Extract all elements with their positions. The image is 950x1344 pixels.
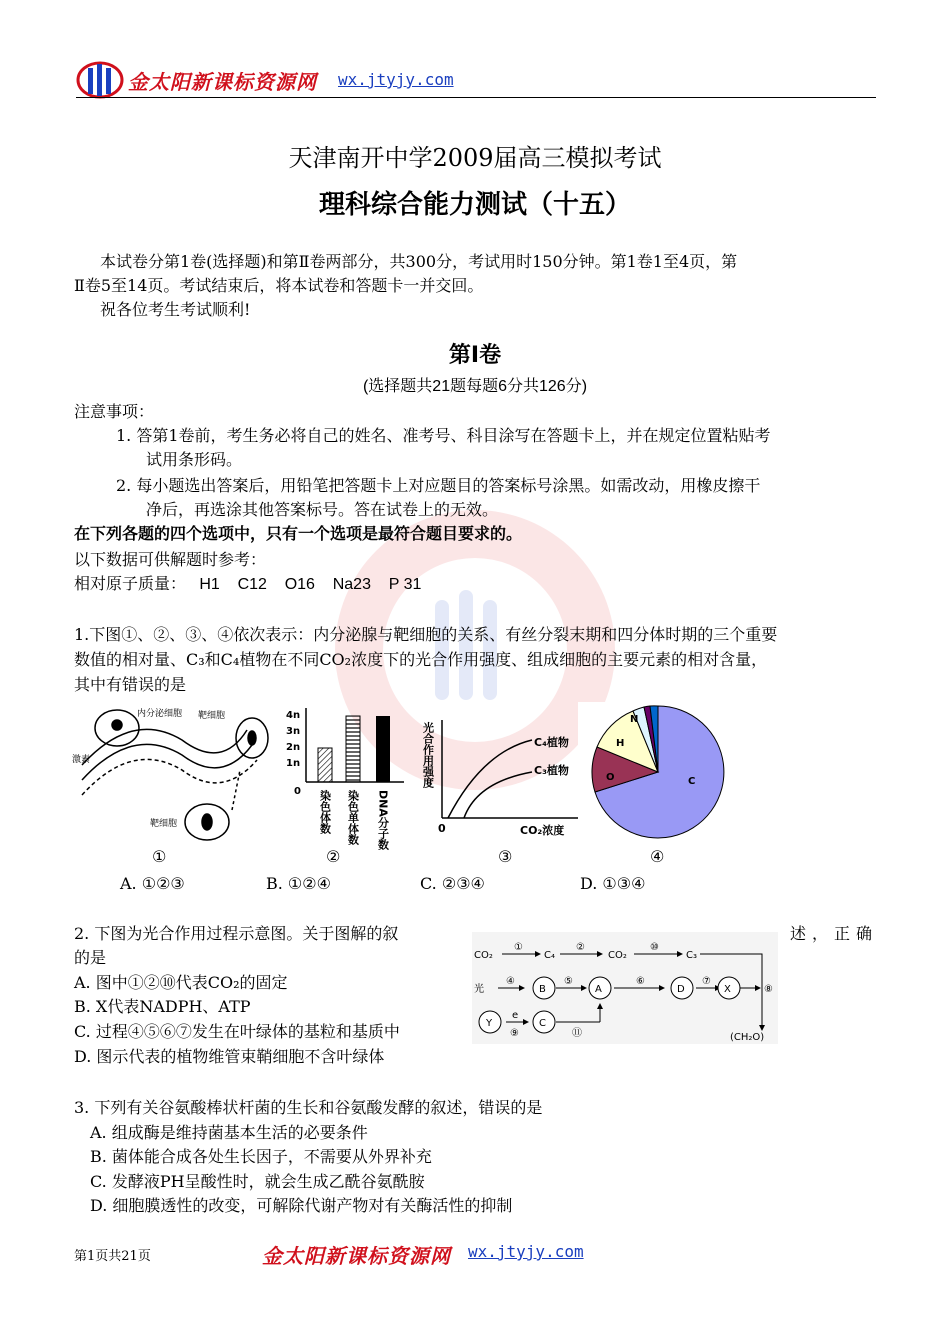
fig2-bar-dna xyxy=(376,716,390,782)
q3-option-a[interactable]: A. 组成酶是维持菌基本生活的必要条件 xyxy=(90,1123,368,1142)
q1-option-d[interactable]: D. ①③④ xyxy=(580,874,646,893)
fig3-ylabel: 光合作用强度 xyxy=(422,722,435,788)
q1-option-c[interactable]: C. ②③④ xyxy=(420,874,485,893)
instruction: 在下列各题的四个选项中，只有一个选项是最符合题目要求的。 xyxy=(74,524,523,543)
fig3-origin: 0 xyxy=(438,822,446,835)
header-rule xyxy=(76,97,876,98)
q3-option-c[interactable]: C. 发酵液PH呈酸性时，就会生成乙酰谷氨酰胺 xyxy=(90,1172,425,1191)
q2-diagram xyxy=(472,932,778,1044)
intro-line-2: Ⅱ卷5至14页。考试结束后，将本试卷和答题卡一并交回。 xyxy=(74,276,484,295)
q2-stem-2: 的是 xyxy=(74,948,107,967)
q1-option-b[interactable]: B. ①②④ xyxy=(266,874,331,893)
diag-c4: C₄ xyxy=(544,950,555,961)
fig1-gland-label: 内分泌细胞 xyxy=(137,709,183,719)
diag-n6: ⑥ xyxy=(636,976,645,987)
q1-stem-1: 1.下图①、②、③、④依次表示：内分泌腺与靶细胞的关系、有丝分裂末期和四分体时期的三个重要 xyxy=(74,625,778,644)
fig4-number: ④ xyxy=(650,847,665,866)
header-logo xyxy=(76,58,124,102)
exam-subtitle: 理科综合能力测试（十五） xyxy=(318,190,631,220)
fig4-label-h: H xyxy=(616,738,625,749)
diag-a: A xyxy=(595,984,602,995)
diag-n2: ② xyxy=(576,942,585,953)
fig1-number: ① xyxy=(152,847,167,866)
q1-stem-2: 数值的相对量、C₃和C₄植物在不同CO₂浓度下的光合作用强度、组成细胞的主要元素的相对含量， xyxy=(74,650,768,669)
fig1-hormone-label: 激素 xyxy=(72,755,91,765)
q1-stem-3: 其中有错误的是 xyxy=(74,675,187,694)
diag-n8: ⑧ xyxy=(764,984,773,995)
fig2-number: ② xyxy=(326,847,341,866)
diag-ch2o: (CH₂O) xyxy=(730,1032,765,1043)
diag-e: e xyxy=(512,1010,519,1021)
reference-note: 以下数据可供解题时参考： xyxy=(74,550,267,569)
diag-b: B xyxy=(539,984,546,995)
section-title: 第Ⅰ卷 xyxy=(448,343,502,368)
diag-c: C xyxy=(539,1018,546,1029)
diag-co2-a: CO₂ xyxy=(474,950,493,961)
exam-title: 天津南开中学2009届高三模拟考试 xyxy=(288,144,662,172)
notes-item-1-cont: 试用条形码。 xyxy=(146,450,243,469)
fig2-tick-2n: 2n xyxy=(286,742,301,753)
diag-c3: C₃ xyxy=(686,950,697,961)
diag-n4: ④ xyxy=(506,976,515,987)
q2-stem-1-end: 述，正确 xyxy=(790,924,879,943)
diag-n5: ⑤ xyxy=(564,976,573,987)
diag-n9: ⑨ xyxy=(510,1028,519,1039)
fig2-tick-1n: 1n xyxy=(286,758,301,769)
q3-option-b[interactable]: B. 菌体能合成各处生长因子，不需要从外界补充 xyxy=(90,1147,432,1166)
diag-co2-b: CO₂ xyxy=(608,950,627,961)
diag-d: D xyxy=(677,984,685,995)
q3-stem: 3. 下列有关谷氨酸棒状杆菌的生长和谷氨酸发酵的叙述，错误的是 xyxy=(74,1098,543,1117)
logo-icon xyxy=(76,58,124,102)
notes-item-2-cont: 净后，再选涂其他答案标号。答在试卷上的无效。 xyxy=(146,500,499,519)
fig1-target1-label: 靶细胞 xyxy=(198,711,226,721)
section-subtitle: (选择题共21题每题6分共126分) xyxy=(362,378,588,395)
diag-n7: ⑦ xyxy=(702,976,711,987)
fig4-label-o: O xyxy=(606,772,615,783)
fig2-cat-1: 染色体数 xyxy=(318,790,332,834)
fig2-cat-3: DNA分子数 xyxy=(376,790,390,850)
header-url[interactable]: wx.jtyjy.com xyxy=(338,70,454,89)
fig2-bar-chromosome xyxy=(318,748,332,782)
q1-figure-1 xyxy=(72,700,282,870)
fig2-tick-0: 0 xyxy=(294,786,301,797)
fig3-c3-label: C₃植物 xyxy=(534,764,569,777)
fig4-label-c: C xyxy=(688,776,696,787)
fig3-xlabel: CO₂浓度 xyxy=(520,824,565,837)
diag-y: Y xyxy=(486,1018,493,1029)
fig4-label-n: N xyxy=(630,714,639,725)
footer-url[interactable]: wx.jtyjy.com xyxy=(468,1242,584,1261)
q2-option-b[interactable]: B. X代表NADPH、ATP xyxy=(74,997,251,1016)
diag-n11: ⑪ xyxy=(572,1028,582,1039)
intro-line-1: 本试卷分第1卷(选择题)和第Ⅱ卷两部分，共300分，考试用时150分钟。第1卷1至4页，第 xyxy=(100,252,738,271)
diag-x: X xyxy=(724,984,731,995)
fig2-tick-4n: 4n xyxy=(286,710,301,721)
fig3-number: ③ xyxy=(498,847,513,866)
notes-item-2: 2. 每小题选出答案后，用铅笔把答题卡上对应题目的答案标号涂黑。如需改动，用橡皮擦干 xyxy=(116,476,761,495)
footer-brand: 金太阳新课标资源网 xyxy=(262,1244,451,1268)
q2-option-d[interactable]: D. 图示代表的植物维管束鞘细胞不含叶绿体 xyxy=(74,1047,385,1066)
notes-heading: 注意事项： xyxy=(74,404,155,421)
footer-page: 第1页共21页 xyxy=(74,1249,151,1264)
fig2-bar-chromatid xyxy=(346,716,360,782)
diag-n10: ⑩ xyxy=(650,942,659,953)
q3-option-d[interactable]: D. 细胞膜透性的改变，可解除代谢产物对有关酶活性的抑制 xyxy=(90,1196,513,1215)
q2-option-c[interactable]: C. 过程④⑤⑥⑦发生在叶绿体的基粒和基质中 xyxy=(74,1022,400,1041)
q2-stem-1: 2. 下图为光合作用过程示意图。关于图解的叙 xyxy=(74,924,399,943)
q1-figure-2 xyxy=(284,702,414,870)
fig3-c4-label: C₄植物 xyxy=(534,736,569,749)
fig2-cat-2: 染色单体数 xyxy=(346,790,360,845)
fig1-target2-label: 靶细胞 xyxy=(150,819,178,829)
q1-option-a[interactable]: A. ①②③ xyxy=(120,874,185,893)
diag-n1: ① xyxy=(514,942,523,953)
fig2-tick-3n: 3n xyxy=(286,726,301,737)
q1-figure-3 xyxy=(422,712,592,872)
q2-option-a[interactable]: A. 图中①②⑩代表CO₂的固定 xyxy=(74,973,288,992)
notes-item-1: 1. 答第1卷前，考生务必将自己的姓名、准考号、科目涂写在答题卡上，并在规定位置粘贴考 xyxy=(116,426,771,445)
atomic-mass: 相对原子质量： H1 C12 O16 Na23 P 31 xyxy=(74,576,422,593)
intro-line-3: 祝各位考生考试顺利! xyxy=(100,300,251,319)
q1-figure-4 xyxy=(578,702,738,870)
diag-light: 光 xyxy=(474,984,484,995)
header-brand: 金太阳新课标资源网 xyxy=(128,70,317,94)
